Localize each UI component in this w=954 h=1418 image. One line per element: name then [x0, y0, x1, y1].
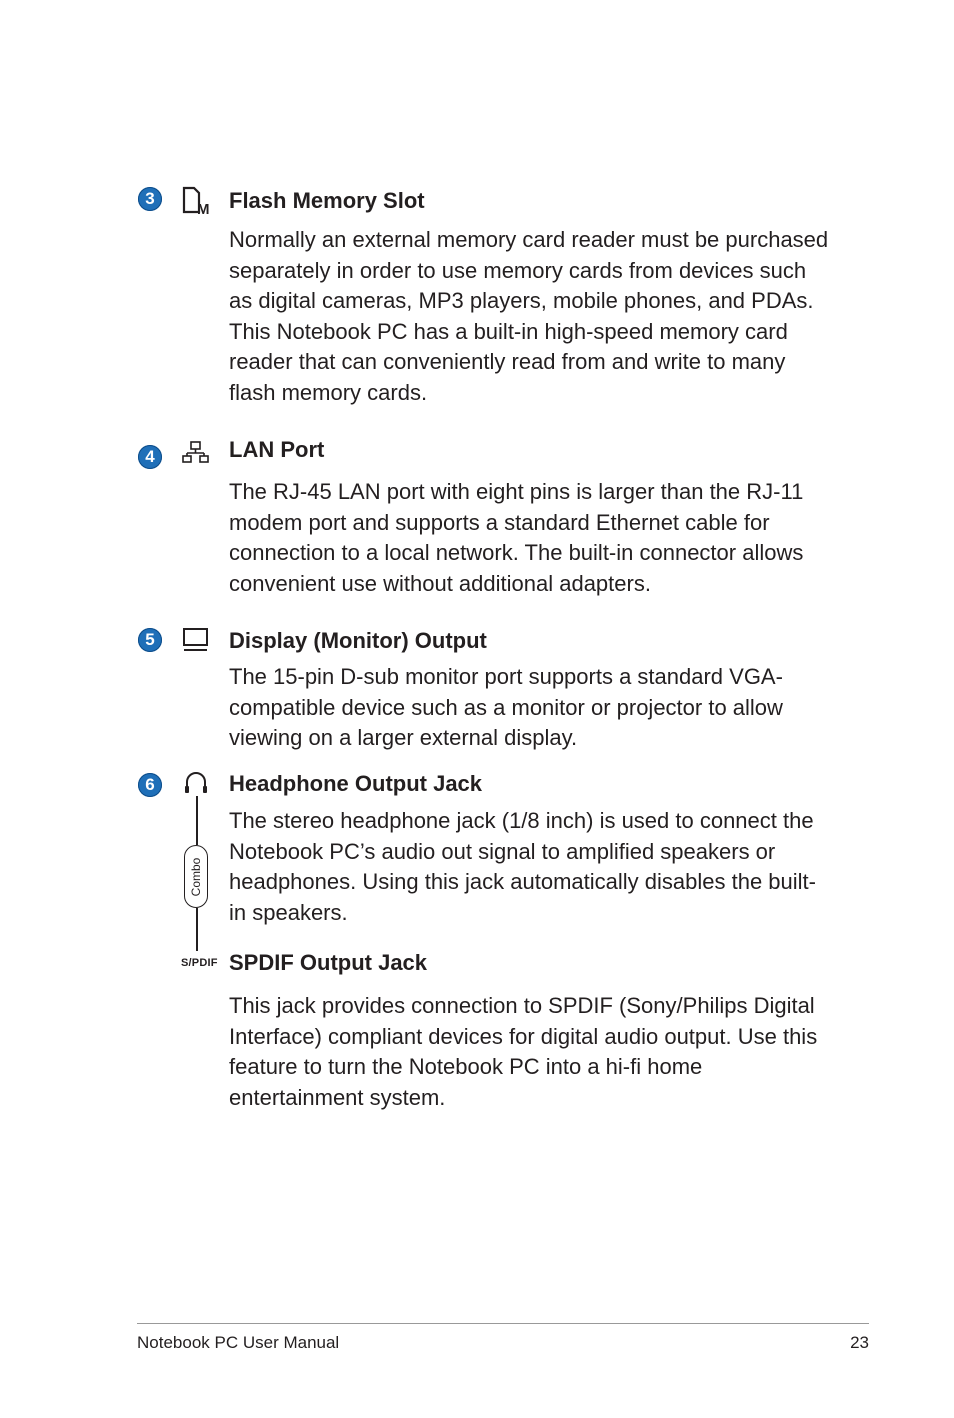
section-number-badge-5: 5: [138, 628, 162, 652]
section-title: Flash Memory Slot: [229, 188, 425, 213]
combo-label-box: [184, 845, 208, 908]
section-body: The stereo headphone jack (1/8 inch) is used to connect the Notebook PC’s audio out signal to amplified speakers or headphones. Using this jack automatically disables the built-in speakers.: [229, 808, 816, 925]
section-number-badge-6: 6: [138, 773, 162, 797]
footer-divider: [137, 1323, 869, 1324]
spdif-icon: S/PDIF: [181, 957, 218, 969]
section-body: The 15-pin D-sub monitor port supports a standard VGA-compatible device such as a monitor or projector to allow viewing on a larger external display.: [229, 664, 783, 750]
section-title: LAN Port: [229, 437, 325, 462]
monitor-icon: [180, 626, 212, 659]
section-body: This jack provides connection to SPDIF (Sony/Philips Digital Interface) compliant devices for digital audio output. Use this feature to turn the Notebook PC into a hi-fi home entertainment system.: [229, 993, 818, 1110]
flash-memory-icon: [180, 186, 212, 221]
section-title: Headphone Output Jack: [229, 771, 483, 796]
section-body: Normally an external memory card reader must be purchased separately in order to use memory cards from devices such as digital cameras, MP3 players, mobile phones, and PDAs. This Notebook PC has a built-in high-speed memory card reader that can conveniently read from and write to many flash memory cards.: [229, 227, 829, 405]
section-title: Display (Monitor) Output: [229, 628, 487, 653]
section-title: SPDIF Output Jack: [229, 950, 428, 975]
combo-connector-line: [196, 796, 198, 845]
section-number-badge-3: 3: [138, 187, 162, 211]
combo-label: Combo: [189, 857, 203, 896]
section-body: The RJ-45 LAN port with eight pins is larger than the RJ-11 modem port and supports a standard Ethernet cable for connection to a local network. The built-in connector allows convenient use without additional adapters.: [229, 479, 804, 596]
page-number: 23: [850, 1333, 869, 1352]
lan-port-icon: [180, 440, 212, 471]
svg-text:M: M: [197, 201, 210, 216]
section-number-badge-4: 4: [138, 445, 162, 469]
combo-connector-line-lower: [196, 908, 198, 951]
footer-title: Notebook PC User Manual: [137, 1333, 340, 1352]
